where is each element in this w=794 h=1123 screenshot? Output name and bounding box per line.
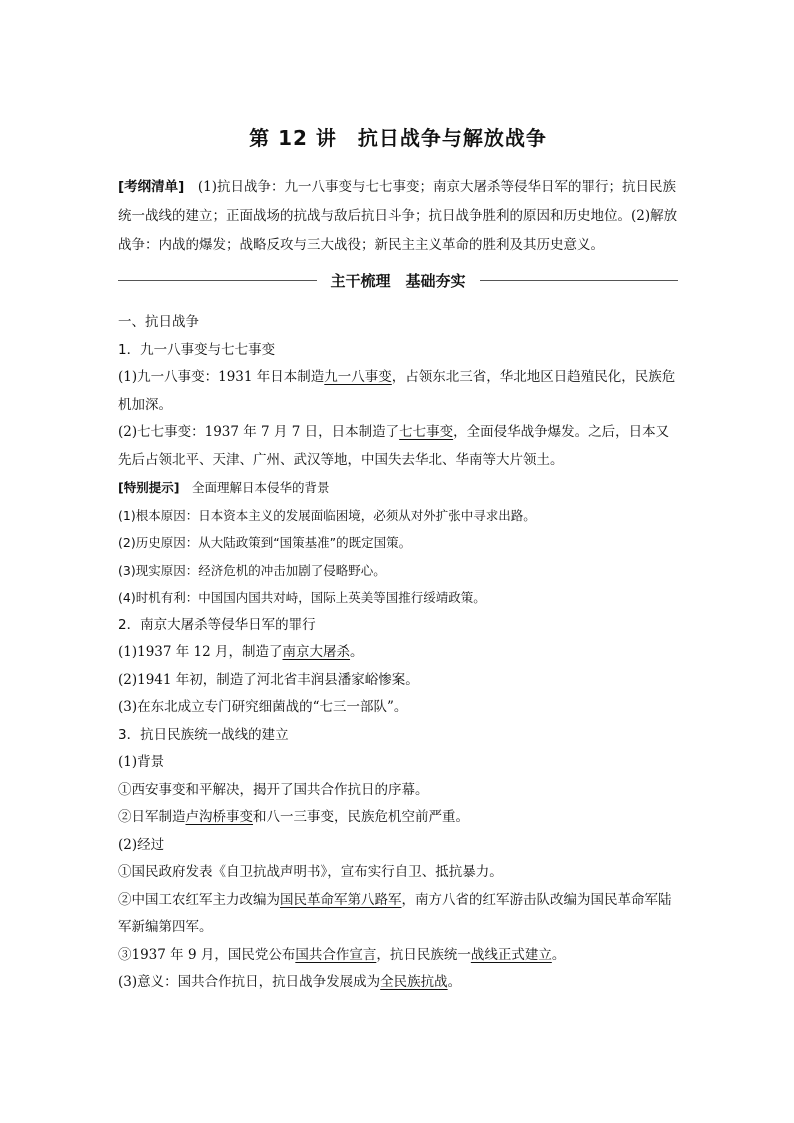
- syllabus-text: (1)抗日战争：九一八事变与七七事变；南京大屠杀等侵华日军的罪行；抗日民族统一战线的建立；正面战场的抗战与敌后抗日斗争；抗日战争胜利的原因和历史地位。(2)解放战争：内战的爆发；战略反攻与三大战役；新民主主义革命的胜利及其历史意义。: [118, 179, 678, 253]
- text-run: (2)七七事变：1937 年 7 月 7 日，日本制造了: [118, 424, 400, 440]
- paragraph: [118, 639, 678, 667]
- page-title: 第 12 讲 抗日战争与解放战争: [249, 126, 547, 150]
- text-run: ，南方八省的红军游击队改编为国民革命军陆军新编第四军。: [118, 891, 672, 935]
- text-run: ③1937 年 9 月，国民党公布: [118, 946, 296, 963]
- underlined-term: 卢沟桥事变: [185, 809, 253, 825]
- underlined-term: 国民革命军第八路军: [280, 891, 402, 908]
- underlined-term: 全民族抗战: [380, 974, 448, 990]
- paragraph: [118, 942, 678, 970]
- text-run: ②中国工农红军主力改编为: [118, 891, 280, 908]
- hint-item: (2)历史原因：从大陆政策到“国策基准”的既定国策。: [118, 535, 412, 550]
- text-run: ，抗日民族统一: [376, 946, 471, 963]
- underlined-term: 国共合作宣言: [295, 946, 377, 963]
- syllabus-tag: [考纲清单]: [118, 179, 185, 195]
- paragraph: (3)在东北成立专门研究细菌战的“七三一部队”。: [118, 699, 408, 715]
- paragraph: [118, 887, 678, 942]
- heading-level-1: 一、抗日战争: [118, 314, 199, 330]
- underlined-term: 七七事变: [399, 424, 454, 440]
- paragraph: (2)经过: [118, 836, 165, 853]
- paragraph: [118, 969, 678, 997]
- paragraph: [118, 804, 678, 832]
- text-run: (1)九一八事变：1931 年日本制造: [118, 369, 325, 385]
- syllabus-block: [118, 173, 678, 260]
- heading-rule-right: [480, 280, 679, 281]
- text-run: ②日军制造: [118, 809, 186, 825]
- section-heading: [118, 270, 678, 291]
- heading-rule-left: [118, 280, 317, 281]
- paragraph: ①国民政府发表《自卫抗战声明书》，宣布实行自卫、抵抗暴力。: [118, 864, 503, 880]
- underlined-term: 南京大屠杀: [282, 644, 351, 660]
- text-run: (3)意义：国共合作抗日，抗日战争发展成为: [118, 974, 381, 990]
- text-run: 。: [447, 974, 462, 990]
- paragraph: [118, 419, 678, 474]
- document-page: [118, 118, 678, 997]
- paragraph: ①西安事变和平解决，揭开了国共合作抗日的序幕。: [118, 781, 429, 798]
- hint-title-text: 全面理解日本侵华的背景: [179, 480, 330, 495]
- text-run: ，占领东北三省，华北地区日趋殖民化，民族危机加深。: [118, 369, 676, 413]
- text-run: 和八一三事变，民族危机空前严重。: [253, 809, 469, 825]
- paragraph: [118, 364, 678, 419]
- content-body: [118, 309, 678, 997]
- text-run: (1)1937 年 12 月，制造了: [118, 644, 283, 660]
- underlined-term: 九一八事变: [324, 369, 392, 385]
- subsection-title: 2．南京大屠杀等侵华日军的罪行: [118, 616, 316, 633]
- hint-item: (1)根本原因：日本资本主义的发展面临困境，必须从对外扩张中寻求出路。: [118, 507, 536, 523]
- text-run: ，全面侵华战争爆发。之后，日本又先后占领北平、天津、广州、武汉等地，中国失去华北、华南等大片领土。: [118, 424, 670, 468]
- subsection-title: 1．九一八事变与七七事变: [118, 341, 276, 358]
- hint-item: (3)现实原因：经济危机的冲击加剧了侵略野心。: [118, 562, 386, 578]
- paragraph: (2)1941 年初，制造了河北省丰润县潘家峪惨案。: [118, 671, 419, 688]
- special-hint-title: [118, 474, 678, 502]
- section-heading-label: 主干梳理 基础夯实: [330, 272, 466, 290]
- paragraph: (1)背景: [118, 754, 165, 770]
- underlined-term: 战线正式建立: [470, 946, 552, 963]
- text-run: 。: [350, 644, 364, 660]
- hint-item: (4)时机有利：中国国内国共对峙，国际上英美等国推行绥靖政策。: [118, 590, 486, 605]
- subsection-title: 3．抗日民族统一战线的建立: [118, 726, 289, 743]
- text-run: 。: [551, 946, 566, 963]
- hint-tag: [特别提示]: [118, 480, 180, 495]
